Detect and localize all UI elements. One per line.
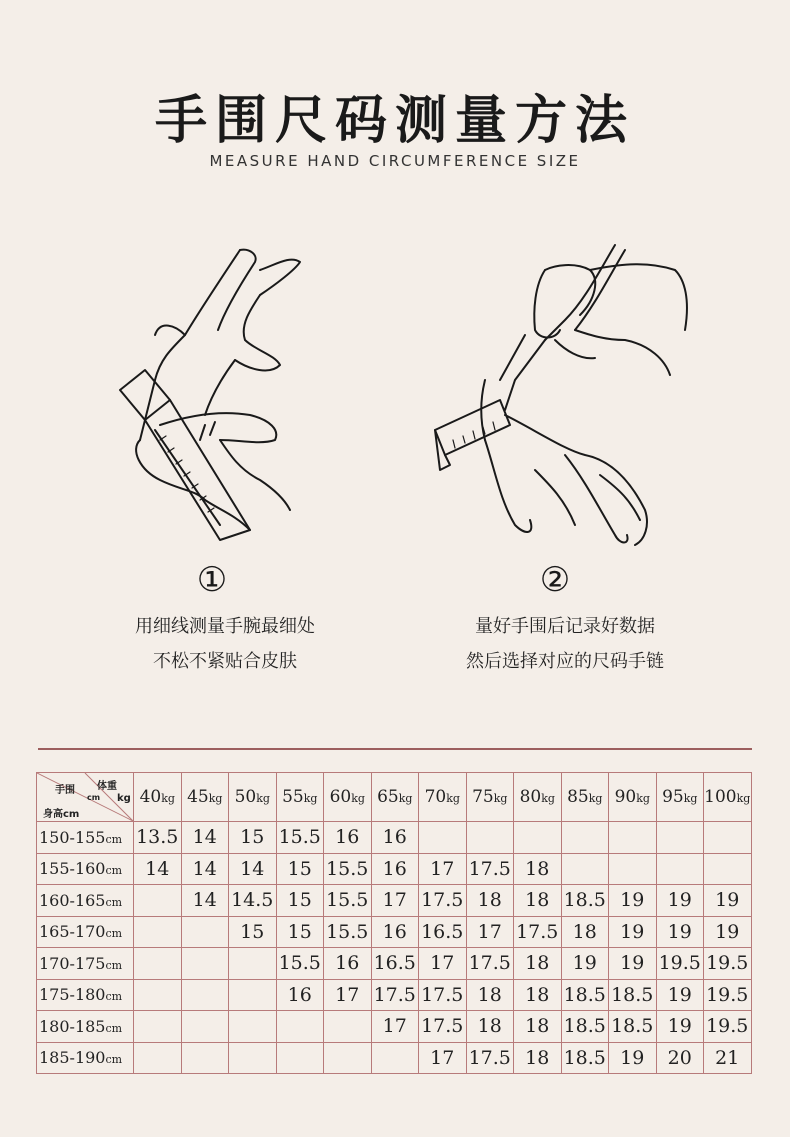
size-cell: 14 xyxy=(181,822,229,854)
size-cell xyxy=(134,948,182,980)
size-cell: 16.5 xyxy=(371,948,419,980)
weight-value: 50 xyxy=(234,787,257,807)
height-range-cell xyxy=(37,979,134,1011)
size-cell: 17.5 xyxy=(466,1042,514,1074)
size-cell xyxy=(324,1011,372,1043)
size-cell: 16 xyxy=(371,822,419,854)
size-cell: 16 xyxy=(324,948,372,980)
size-cell xyxy=(181,916,229,948)
weight-header-60 xyxy=(324,773,372,822)
size-cell: 15 xyxy=(229,916,277,948)
size-cell: 14 xyxy=(134,853,182,885)
weight-unit: kg xyxy=(208,792,223,805)
height-range: 185-190 xyxy=(39,1048,106,1068)
size-cell: 14 xyxy=(181,885,229,917)
size-cell xyxy=(609,822,657,854)
height-unit: cm xyxy=(105,864,123,878)
height-range-cell xyxy=(37,948,134,980)
weight-value: 75 xyxy=(472,787,494,807)
size-cell: 15 xyxy=(229,822,277,854)
step-1-text-line1: 用细线测量手腕最细处 xyxy=(135,616,315,637)
size-cell xyxy=(181,979,229,1011)
size-cell xyxy=(134,916,182,948)
size-cell: 18 xyxy=(514,1042,562,1074)
height-unit: cm xyxy=(105,895,123,909)
weight-header-100 xyxy=(704,773,752,822)
size-cell: 14.5 xyxy=(229,885,277,917)
size-cell xyxy=(134,979,182,1011)
page-subtitle: MEASURE HAND CIRCUMFERENCE SIZE xyxy=(209,152,581,170)
size-cell: 17.5 xyxy=(419,1011,467,1043)
weight-unit: kg xyxy=(493,792,508,805)
height-range-cell xyxy=(37,853,134,885)
table-row xyxy=(37,916,752,948)
weight-unit: kg xyxy=(588,792,603,805)
section-divider xyxy=(38,748,752,750)
size-cell: 19 xyxy=(609,916,657,948)
size-cell: 17.5 xyxy=(419,979,467,1011)
table-row xyxy=(37,948,752,980)
height-range-cell xyxy=(37,822,134,854)
size-cell xyxy=(134,1042,182,1074)
size-cell xyxy=(656,822,704,854)
weight-value: 95 xyxy=(662,787,684,807)
weight-unit: kg xyxy=(303,792,318,805)
size-cell xyxy=(229,1011,277,1043)
wrist-measuring-illustration-right xyxy=(415,240,695,550)
table-row xyxy=(37,885,752,917)
weight-unit: kg xyxy=(683,792,698,805)
size-cell: 21 xyxy=(704,1042,752,1074)
height-range: 170-175 xyxy=(39,953,106,973)
size-cell xyxy=(656,853,704,885)
height-range-cell xyxy=(37,885,134,917)
size-cell: 18 xyxy=(466,979,514,1011)
size-cell: 19 xyxy=(656,916,704,948)
size-cell: 18 xyxy=(514,1011,562,1043)
size-cell: 17 xyxy=(466,916,514,948)
weight-header-40 xyxy=(134,773,182,822)
weight-header-55 xyxy=(276,773,324,822)
height-unit: cm xyxy=(105,832,123,846)
weight-value: 65 xyxy=(377,787,399,807)
height-unit: cm xyxy=(105,1053,123,1067)
size-cell: 19 xyxy=(704,885,752,917)
height-unit: cm xyxy=(105,958,123,972)
table-row xyxy=(37,1042,752,1074)
table-body xyxy=(37,822,752,1074)
size-cell: 18 xyxy=(466,1011,514,1043)
size-cell xyxy=(134,885,182,917)
height-range: 175-180 xyxy=(39,985,106,1005)
size-cell xyxy=(229,979,277,1011)
size-cell xyxy=(229,1042,277,1074)
size-cell: 16 xyxy=(371,916,419,948)
height-range: 165-170 xyxy=(39,922,106,942)
size-cell: 18 xyxy=(561,916,609,948)
size-cell xyxy=(514,822,562,854)
size-cell xyxy=(419,822,467,854)
size-cell: 15 xyxy=(276,916,324,948)
size-cell: 18.5 xyxy=(561,885,609,917)
size-cell: 15.5 xyxy=(276,822,324,854)
size-cell: 18.5 xyxy=(561,1011,609,1043)
size-cell xyxy=(561,853,609,885)
weight-header-90 xyxy=(609,773,657,822)
weight-unit: kg xyxy=(161,792,175,805)
weight-value: 90 xyxy=(614,787,637,807)
weight-header-95 xyxy=(656,773,704,822)
weight-unit: kg xyxy=(256,792,270,805)
size-cell xyxy=(134,1011,182,1043)
step-2-number: ② xyxy=(539,560,571,600)
weight-value: 55 xyxy=(282,787,304,807)
size-cell: 18 xyxy=(514,948,562,980)
size-cell: 17 xyxy=(419,853,467,885)
weight-value: 100 xyxy=(704,787,737,807)
size-cell: 19 xyxy=(656,1011,704,1043)
size-cell: 18 xyxy=(514,979,562,1011)
size-cell xyxy=(181,948,229,980)
weight-value: 85 xyxy=(567,787,589,807)
size-cell: 19.5 xyxy=(656,948,704,980)
size-cell: 17 xyxy=(419,948,467,980)
size-cell: 18.5 xyxy=(561,979,609,1011)
size-cell: 19 xyxy=(704,916,752,948)
size-cell: 18 xyxy=(514,885,562,917)
size-cell xyxy=(561,822,609,854)
corner-height-label: 身高cm xyxy=(43,809,80,820)
size-cell: 17.5 xyxy=(514,916,562,948)
size-cell: 18 xyxy=(466,885,514,917)
height-range-cell xyxy=(37,916,134,948)
table-row xyxy=(37,979,752,1011)
size-cell: 17.5 xyxy=(419,885,467,917)
size-cell: 14 xyxy=(181,853,229,885)
size-cell: 13.5 xyxy=(134,822,182,854)
weight-header-70 xyxy=(419,773,467,822)
weight-header-50 xyxy=(229,773,277,822)
corner-kg-label: kg xyxy=(117,793,131,804)
size-cell: 17 xyxy=(324,979,372,1011)
size-cell xyxy=(324,1042,372,1074)
weight-header-65 xyxy=(371,773,419,822)
wrist-measuring-illustration-left xyxy=(100,240,310,550)
weight-value: 70 xyxy=(424,787,447,807)
size-cell: 16 xyxy=(324,822,372,854)
size-cell: 17.5 xyxy=(466,853,514,885)
size-cell: 19 xyxy=(656,979,704,1011)
size-cell xyxy=(181,1011,229,1043)
size-cell: 19.5 xyxy=(704,979,752,1011)
weight-header-85 xyxy=(561,773,609,822)
size-table xyxy=(36,772,752,1074)
size-cell: 17.5 xyxy=(466,948,514,980)
size-cell xyxy=(229,948,277,980)
height-range-cell xyxy=(37,1042,134,1074)
weight-unit: kg xyxy=(541,792,555,805)
size-cell: 16 xyxy=(371,853,419,885)
height-unit: cm xyxy=(105,990,123,1004)
size-cell: 17.5 xyxy=(371,979,419,1011)
weight-value: 60 xyxy=(329,787,352,807)
weight-unit: kg xyxy=(736,792,751,805)
size-cell xyxy=(609,853,657,885)
size-cell: 19 xyxy=(609,948,657,980)
weight-value: 45 xyxy=(187,787,209,807)
size-cell xyxy=(466,822,514,854)
height-range: 160-165 xyxy=(39,890,106,910)
weight-header-45 xyxy=(181,773,229,822)
size-cell: 15 xyxy=(276,853,324,885)
step-1-number: ① xyxy=(196,560,228,600)
size-cell xyxy=(704,822,752,854)
size-cell xyxy=(371,1042,419,1074)
table-row xyxy=(37,1011,752,1043)
size-cell: 15.5 xyxy=(276,948,324,980)
weight-header-80 xyxy=(514,773,562,822)
corner-cm-label: cm xyxy=(87,793,101,802)
size-cell: 19.5 xyxy=(704,1011,752,1043)
weight-unit: kg xyxy=(351,792,365,805)
table-row xyxy=(37,853,752,885)
size-cell: 19 xyxy=(609,885,657,917)
weight-header-75 xyxy=(466,773,514,822)
size-cell: 18.5 xyxy=(609,1011,657,1043)
size-cell: 15.5 xyxy=(324,916,372,948)
table-header-row xyxy=(37,773,752,822)
size-cell: 16 xyxy=(276,979,324,1011)
height-range: 180-185 xyxy=(39,1016,106,1036)
table-corner xyxy=(37,773,134,822)
size-cell xyxy=(276,1011,324,1043)
weight-unit: kg xyxy=(446,792,460,805)
corner-weight-label: 体重 xyxy=(97,781,117,792)
corner-hand-label: 手围 xyxy=(55,785,75,796)
size-cell: 19 xyxy=(656,885,704,917)
size-cell: 19 xyxy=(561,948,609,980)
weight-unit: kg xyxy=(636,792,650,805)
size-cell: 15.5 xyxy=(324,885,372,917)
size-cell xyxy=(181,1042,229,1074)
step-1-text-line2: 不松不紧贴合皮肤 xyxy=(153,651,297,672)
size-cell: 14 xyxy=(229,853,277,885)
weight-value: 80 xyxy=(519,787,542,807)
size-cell: 16.5 xyxy=(419,916,467,948)
weight-value: 40 xyxy=(139,787,162,807)
height-unit: cm xyxy=(105,1021,123,1035)
step-2-text-line2: 然后选择对应的尺码手链 xyxy=(466,651,664,672)
page-title: 手围尺码测量方法 xyxy=(154,90,635,151)
step-2-text-line1: 量好手围后记录好数据 xyxy=(475,616,655,637)
size-cell: 18.5 xyxy=(609,979,657,1011)
size-cell: 17 xyxy=(419,1042,467,1074)
size-cell: 19 xyxy=(609,1042,657,1074)
size-cell: 18 xyxy=(514,853,562,885)
size-cell: 20 xyxy=(656,1042,704,1074)
size-cell: 17 xyxy=(371,1011,419,1043)
table-row xyxy=(37,822,752,854)
height-unit: cm xyxy=(105,927,123,941)
size-cell: 17 xyxy=(371,885,419,917)
height-range: 150-155 xyxy=(39,827,106,847)
weight-unit: kg xyxy=(398,792,413,805)
size-cell xyxy=(704,853,752,885)
height-range: 155-160 xyxy=(39,859,106,879)
height-range-cell xyxy=(37,1011,134,1043)
size-cell: 15 xyxy=(276,885,324,917)
size-cell: 19.5 xyxy=(704,948,752,980)
size-cell: 18.5 xyxy=(561,1042,609,1074)
size-cell: 15.5 xyxy=(324,853,372,885)
size-cell xyxy=(276,1042,324,1074)
